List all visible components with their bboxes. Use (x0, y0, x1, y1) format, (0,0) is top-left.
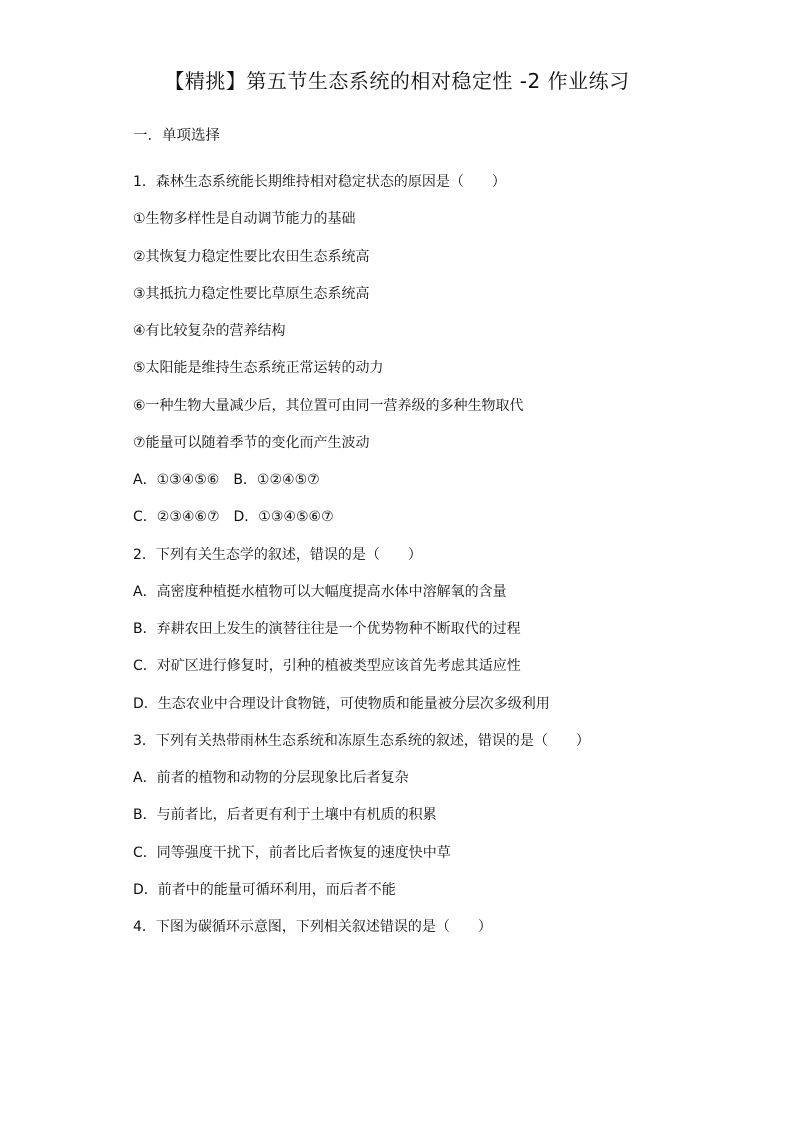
question-1-stem: 1．森林生态系统能长期维持相对稳定状态的原因是（ ） (133, 174, 506, 190)
question-4-stem: 4．下图为碳循环示意图，下列相关叙述错误的是（ ） (133, 919, 492, 935)
question-2-option-a: A．高密度种植挺水植物可以大幅度提高水体中溶解氧的含量 (133, 584, 507, 600)
question-3-stem: 3．下列有关热带雨林生态系统和冻原生态系统的叙述，错误的是（ ） (133, 733, 590, 749)
question-3-option-a: A．前者的植物和动物的分层现象比后者复杂 (133, 770, 409, 786)
question-2-stem: 2．下列有关生态学的叙述，错误的是（ ） (133, 547, 422, 563)
question-2-option-b: B．弃耕农田上发生的演替往往是一个优势物种不断取代的过程 (133, 621, 521, 637)
question-1-options-ab: A．①③④⑤⑥ B．①②④⑤⑦ (133, 472, 320, 488)
question-3-option-b: B．与前者比，后者更有利于土壤中有机质的积累 (133, 807, 437, 823)
question-2-option-c: C．对矿区进行修复时，引种的植被类型应该首先考虑其适应性 (133, 658, 521, 674)
section-heading: 一．单项选择 (133, 128, 220, 144)
question-1-statement-7: ⑦能量可以随着季节的变化而产生波动 (133, 435, 370, 451)
question-1-options-cd: C．②③④⑥⑦ D．①③④⑤⑥⑦ (133, 509, 334, 525)
question-1-statement-2: ②其恢复力稳定性要比农田生态系统高 (133, 249, 370, 265)
page-title: 【精挑】第五节生态系统的相对稳定性 -2 作业练习 (164, 69, 630, 93)
question-1-statement-3: ③其抵抗力稳定性要比草原生态系统高 (133, 286, 370, 302)
question-2-option-d: D．生态农业中合理设计食物链，可使物质和能量被分层次多级利用 (133, 696, 550, 712)
question-1-statement-5: ⑤太阳能是维持生态系统正常运转的动力 (133, 360, 384, 376)
question-1-statement-1: ①生物多样性是自动调节能力的基础 (133, 211, 356, 227)
question-3-option-c: C．同等强度干扰下，前者比后者恢复的速度快中草 (133, 845, 451, 861)
question-1-statement-4: ④有比较复杂的营养结构 (133, 323, 286, 339)
question-1-statement-6: ⑥一种生物大量减少后，其位置可由同一营养级的多种生物取代 (133, 398, 524, 414)
question-3-option-d: D．前者中的能量可循环利用，而后者不能 (133, 882, 396, 898)
